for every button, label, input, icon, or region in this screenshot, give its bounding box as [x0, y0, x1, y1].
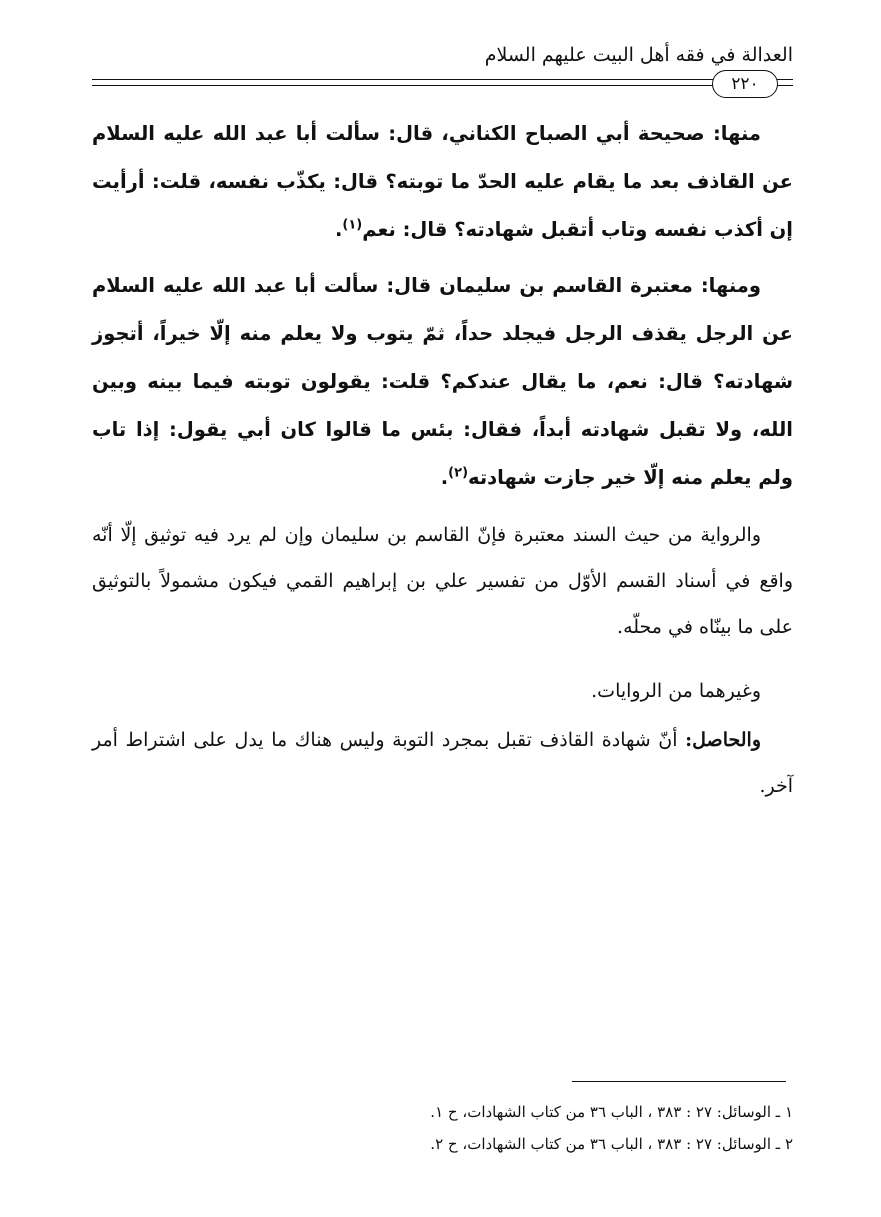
page-number: ٢٢٠	[712, 70, 778, 98]
footnote-ref-2[interactable]: (٢)	[448, 465, 469, 481]
paragraph-sanad-analysis	[92, 512, 793, 650]
conclusion-label: والحاصل:	[685, 729, 761, 751]
hadith-2-text: ومنها: معتبرة القاسم بن سليمان قال: سألت أبا عبد الله عليه السلام عن الرجل يقذف الرجل فيجلد حداً، ثمّ يتوب ولا يعلم منه إلّا خيراً، أتجوز شهادته؟ قال: نعم، ما يقال عندكم؟ قلت: يقولون توبته فيما بينه وبين الله، ولا تقبل شهادته أبداً، فقال: بئس ما قالوا كان أبي يقول: إذا تاب ولم يعلم منه إلّا خير جازت شهادته	[92, 274, 793, 489]
hadith-1-text: منها: صحيحة أبي الصباح الكناني، قال: سألت أبا عبد الله عليه السلام عن القاذف بعد ما يقام عليه الحدّ ما توبته؟ قال: يكذّب نفسه، قلت: أرأيت إن أكذب نفسه وتاب أتقبل شهادته؟ قال: نعم	[92, 122, 793, 241]
footnote-separator	[572, 1081, 786, 1082]
paragraph-other-narrations	[92, 668, 793, 714]
running-header-title: العدالة في فقه أهل البيت عليهم السلام	[484, 44, 793, 66]
hadith-2-end: .	[440, 466, 449, 489]
paragraph-hadith-1	[92, 110, 793, 254]
sanad-analysis-text: والرواية من حيث السند معتبرة فإنّ القاسم بن سليمان وإن لم يرد فيه توثيق إلّا أنّه واقع في أسناد القسم الأوّل من تفسير علي بن إبراهيم القمي فيكون مشمولاً بالتوثيق على ما بينّاه في محلّه.	[92, 524, 793, 638]
header-rule	[92, 79, 793, 80]
footnote-1: ١ ـ الوسائل: ٢٧ : ٣٨٣ ، الباب ٣٦ من كتاب الشهادات، ح ١.	[430, 1103, 793, 1121]
paragraph-hadith-2	[92, 262, 793, 502]
other-narrations-text: وغيرهما من الروايات.	[591, 680, 761, 702]
conclusion-text: أنّ شهادة القاذف تقبل بمجرد التوبة وليس هناك ما يدل على اشتراط أمر آخر.	[92, 729, 793, 797]
header-rule-double	[92, 85, 793, 86]
hadith-1-end: .	[334, 218, 343, 241]
footnote-2: ٢ ـ الوسائل: ٢٧ : ٣٨٣ ، الباب ٣٦ من كتاب الشهادات، ح ٢.	[430, 1135, 793, 1153]
footnote-ref-1[interactable]: (١)	[342, 217, 363, 233]
paragraph-conclusion	[92, 717, 793, 809]
footnotes	[92, 1096, 793, 1160]
